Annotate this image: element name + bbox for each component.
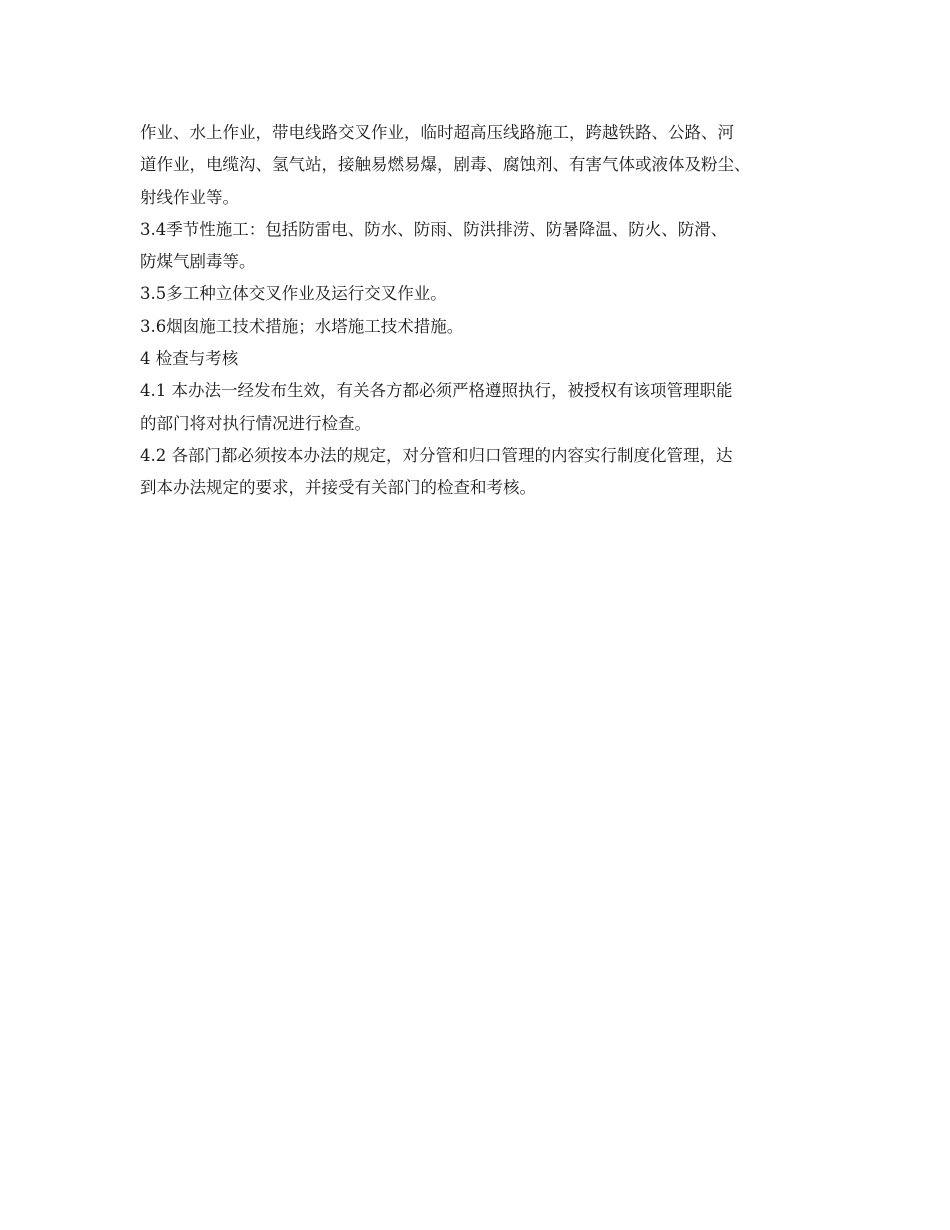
- document-body: [140, 117, 840, 505]
- section-4-1-line: 4.1 本办法一经发布生效，有关各方都必须严格遵照执行，被授权有该项管理职能: [140, 381, 733, 401]
- section-3-5-line: 3.5多工种立体交叉作业及运行交叉作业。: [140, 284, 447, 304]
- section-4-heading: 4 检查与考核: [140, 349, 239, 369]
- section-4-2-line: 4.2 各部门都必须按本办法的规定，对分管和归口管理的内容实行制度化管理，达: [140, 445, 733, 465]
- text-line: 防煤气剧毒等。: [140, 252, 256, 272]
- text-line: 射线作业等。: [140, 187, 239, 207]
- text-line: 道作业，电缆沟、氢气站，接触易燃易爆，剧毒、腐蚀剂、有害气体或液体及粉尘、: [140, 155, 751, 175]
- text-line: 到本办法规定的要求，并接受有关部门的检查和考核。: [140, 478, 536, 498]
- text-line: 作业、水上作业，带电线路交叉作业，临时超高压线路施工，跨越铁路、公路、河: [140, 123, 734, 142]
- section-3-4-line: 3.4季节性施工：包括防雷电、防水、防雨、防洪排涝、防暑降温、防火、防滑、: [140, 219, 728, 239]
- text-line: 的部门将对执行情况进行检查。: [140, 413, 371, 433]
- section-3-6-line: 3.6烟囱施工技术措施；水塔施工技术措施。: [140, 316, 464, 336]
